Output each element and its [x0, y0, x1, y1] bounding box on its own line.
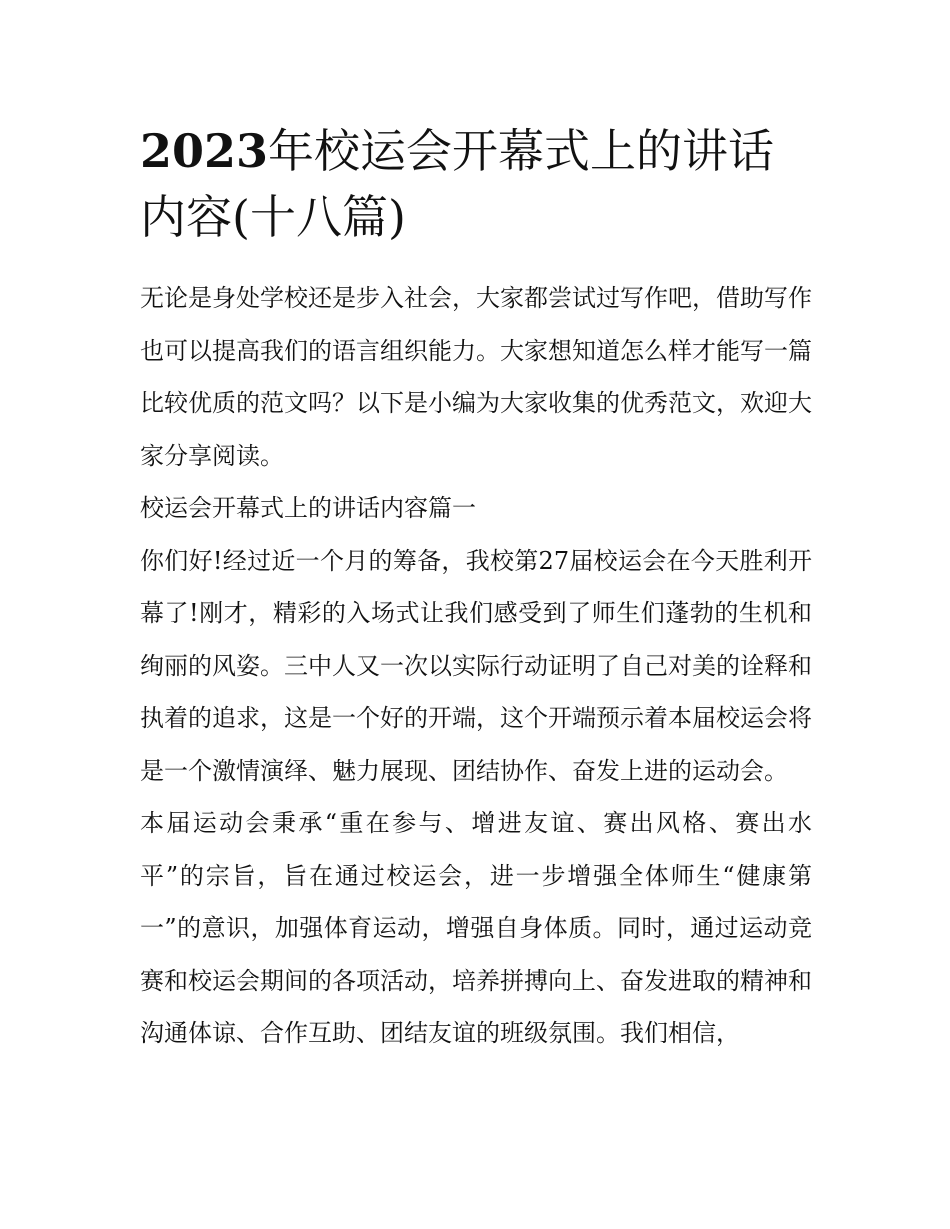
body-paragraph-1: 你们好!经过近一个月的筹备，我校第27届校运会在今天胜利开幕了!刚才，精彩的入场式让我们感受到了师生们蓬勃的生机和绚丽的风姿。三中人又一次以实际行动证明了自己对美的诠释和执着的追求，这是一个好的开端，这个开端预示着本届校运会将是一个激情演绎、魅力展现、团结协作、奋发上进的运动会。 [140, 546, 812, 785]
title-text: 年校运会开幕式上的讲话内容(十八篇) [140, 124, 775, 244]
section-heading: 校运会开幕式上的讲话内容篇一 [140, 494, 476, 522]
document-page [140, 118, 812, 1060]
title-year: 2023 [140, 124, 269, 178]
document-title [140, 118, 812, 250]
intro-paragraph: 无论是身处学校还是步入社会，大家都尝试过写作吧，借助写作也可以提高我们的语言组织能力。大家想知道怎么样才能写一篇比较优质的范文吗？以下是小编为大家收集的优秀范文，欢迎大家分享阅读。 [140, 284, 812, 470]
body-paragraph-2: 本届运动会秉承“重在参与、增进友谊、赛出风格、赛出水平”的宗旨，旨在通过校运会，进一步增强全体师生“健康第一”的意识，加强体育运动，增强自身体质。同时，通过运动竞赛和校运会期间的各项活动，培养拼搏向上、奋发进取的精神和沟通体谅、合作互助、团结友谊的班级氛围。我们相信， [140, 809, 812, 1047]
document-body [140, 272, 812, 1060]
